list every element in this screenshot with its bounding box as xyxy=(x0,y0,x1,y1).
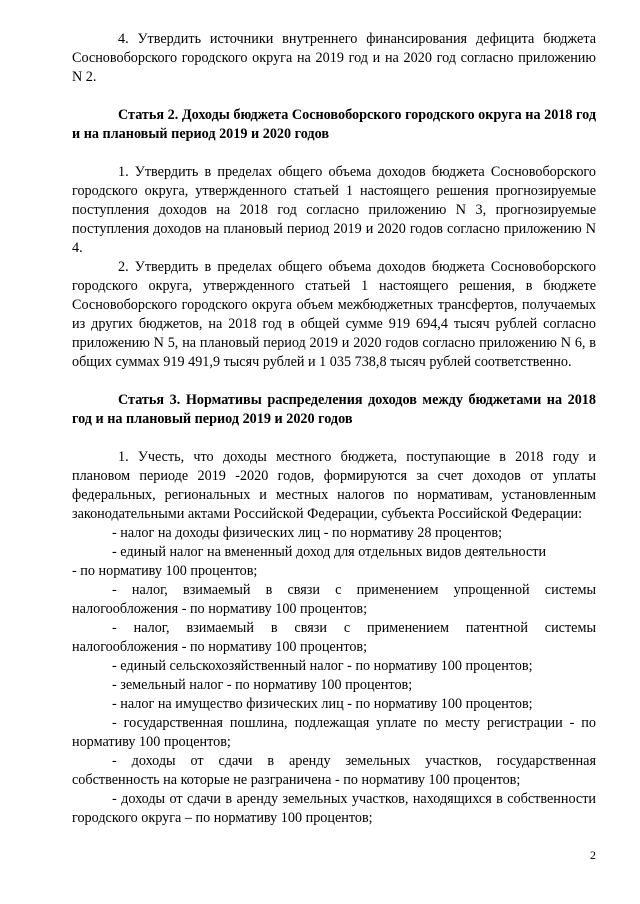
spacer xyxy=(72,372,596,391)
list-item-imputed-tax-norm: - по нормативу 100 процентов; xyxy=(72,563,258,579)
paragraph-financing-sources: 4. Утвердить источники внутреннего финансирования дефицита бюджета Сосновоборского городского округа на 2019 год и на 2020 год согласно приложению N 2. xyxy=(72,31,596,85)
list-item-land-lease-unassigned: - доходы от сдачи в аренду земельных участков, государственная собственность на которые не разграничена - по нормативу 100 процентов; xyxy=(72,753,596,788)
list-item-land-lease-municipal: - доходы от сдачи в аренду земельных участков, находящихся в собственности городского округа – по нормативу 100 процентов; xyxy=(72,791,596,826)
document-body xyxy=(72,30,596,828)
list-item-imputed-tax: - единый налог на вмененный доход для отдельных видов деятельности xyxy=(112,544,547,560)
list-item-property-tax: - налог на имущество физических лиц - по нормативу 100 процентов; xyxy=(112,696,533,712)
paragraph-article-2-item-2: 2. Утвердить в пределах общего объема доходов бюджета Сосновоборского городского округа, утвержденного статьей 1 настоящего решения, в бюджете Сосновоборского городского округа объем межбюджетных трансфертов, получаемых из других бюджетов, на 2018 год в общей сумме 919 694,4 тысяч рублей согласно приложению N 5, на плановый период 2019 и 2020 годов согласно приложению N 6, в общих суммах 919 491,9 тысяч рублей и 1 035 738,8 тысяч рублей соответственно. xyxy=(72,259,596,370)
page-number: 2 xyxy=(590,848,596,862)
list-item-agricultural-tax: - единый сельскохозяйственный налог - по нормативу 100 процентов; xyxy=(112,658,533,674)
spacer xyxy=(72,87,596,106)
list-item-patent-tax: - налог, взимаемый в связи с применением патентной системы налогообложения - по нормативу 100 процентов; xyxy=(72,620,596,655)
list-item-state-duty: - государственная пошлина, подлежащая уплате по месту регистрации - по нормативу 100 процентов; xyxy=(72,715,596,750)
spacer xyxy=(72,429,596,448)
list-item-income-tax: - налог на доходы физических лиц - по нормативу 28 процентов; xyxy=(112,525,503,541)
list-item-land-tax: - земельный налог - по нормативу 100 процентов; xyxy=(112,677,413,693)
list-item-simplified-tax: - налог, взимаемый в связи с применением упрощенной системы налогообложения - по нормативу 100 процентов; xyxy=(72,582,596,617)
paragraph-article-2-item-1: 1. Утвердить в пределах общего объема доходов бюджета Сосновоборского городского округа, утвержденного статьей 1 настоящего решения прогнозируемые поступления доходов на 2018 год согласно приложению N 3, прогнозируемые поступления доходов на плановый период 2019 и 2020 годов согласно приложению N 4. xyxy=(72,164,596,256)
spacer xyxy=(72,144,596,163)
heading-article-2: Статья 2. Доходы бюджета Сосновоборского городского округа на 2018 год и на плановый период 2019 и 2020 годов xyxy=(72,107,596,142)
heading-article-3: Статья 3. Нормативы распределения доходов между бюджетами на 2018 год и на плановый период 2019 и 2020 годов xyxy=(72,392,596,427)
paragraph-article-3-item-1: 1. Учесть, что доходы местного бюджета, поступающие в 2018 году и плановом периоде 2019 -2020 годов, формируются за счет доходов от уплаты федеральных, региональных и местных налогов по нормативам, установленным законодательными актами Российской Федерации, субъекта Российской Федерации: xyxy=(72,449,596,522)
